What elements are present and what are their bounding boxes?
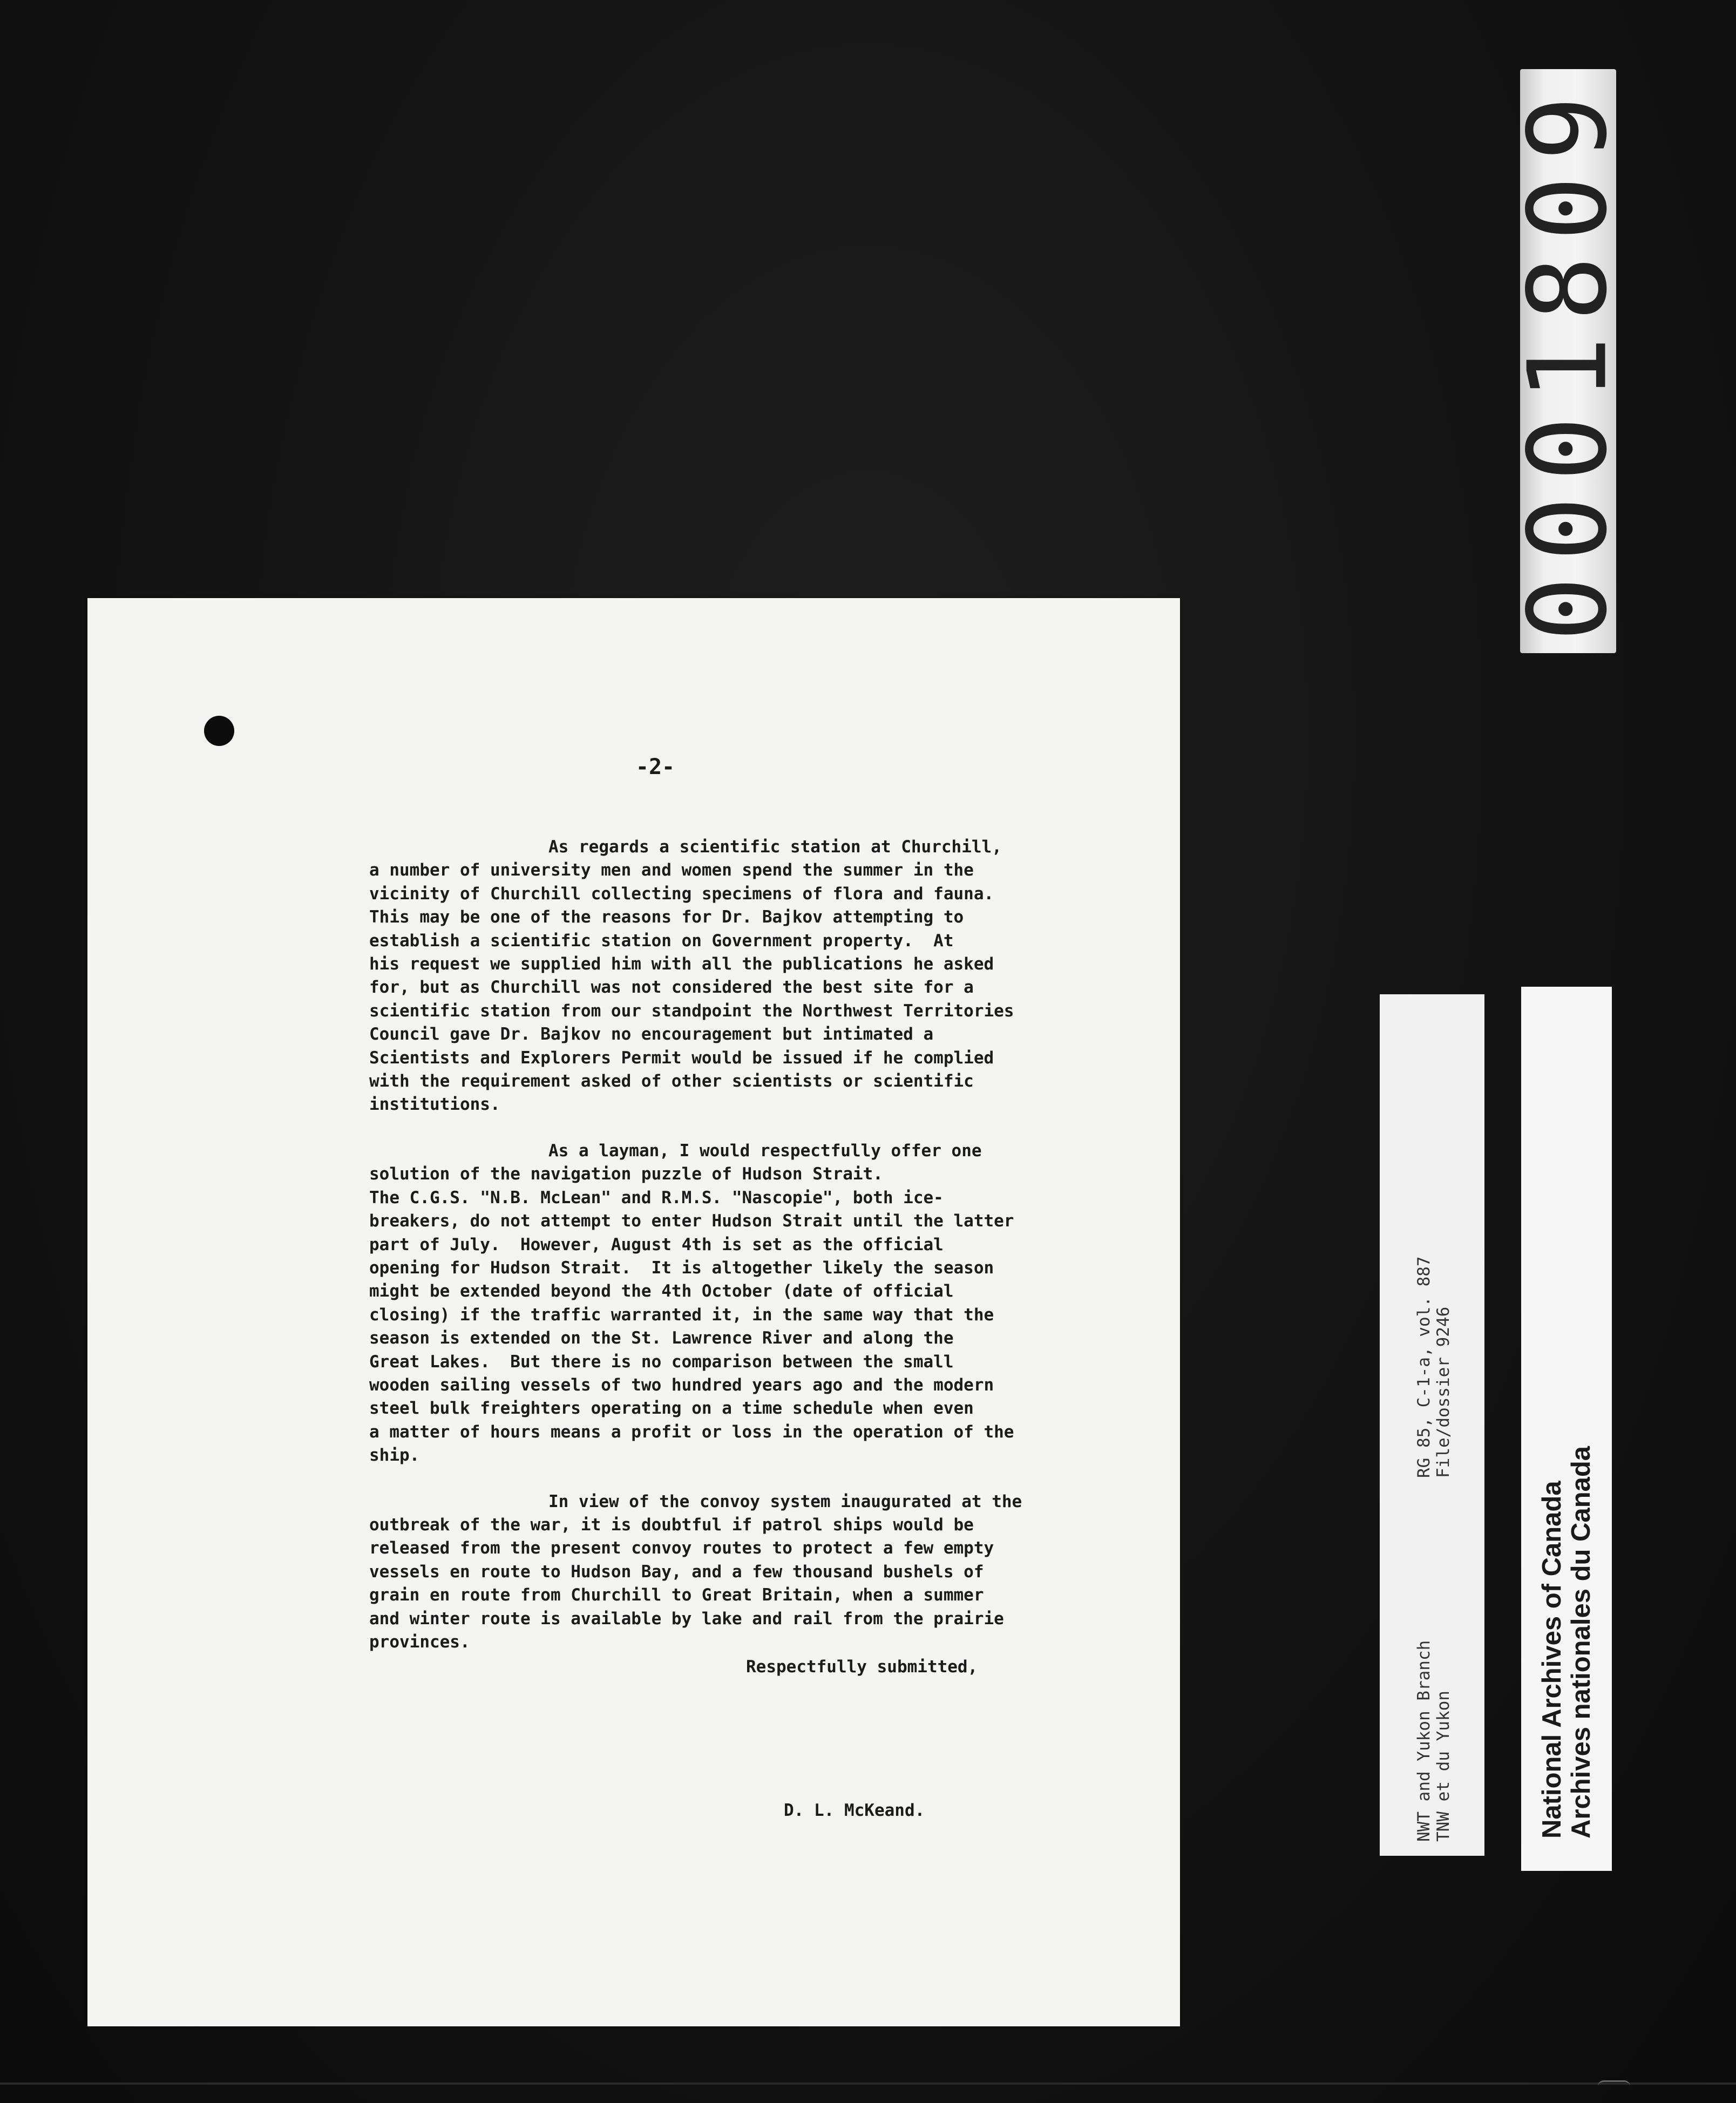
punch-hole (204, 716, 234, 746)
text-line: wooden sailing vessels of two hundred years ago and the modern (369, 1375, 994, 1395)
paragraph-3 (369, 1490, 1228, 1654)
text-line: a matter of hours means a profit or loss in the operation of the (369, 1422, 1014, 1442)
page-number: -2- (635, 755, 675, 779)
text-line: breakers, do not attempt to enter Hudson Strait until the latter (369, 1211, 1014, 1231)
paragraph-1 (369, 836, 1228, 1117)
text-line: As regards a scientific station at Churchill, (548, 837, 1002, 857)
text-line: his request we supplied him with all the publications he asked (369, 954, 994, 974)
film-edge-mark (1598, 2080, 1630, 2086)
text-line: released from the present convoy routes to protect a few empty (369, 1538, 994, 1558)
text-line: and winter route is available by lake and rail from the prairie (369, 1609, 1004, 1629)
text-line: closing) if the traffic warranted it, in the same way that the (369, 1305, 994, 1325)
text-line: for, but as Churchill was not considered the best site for a (369, 978, 974, 998)
text-line: provinces. (369, 1632, 470, 1652)
text-line: opening for Hudson Strait. It is altogether likely the season (369, 1258, 994, 1278)
text-line: Council gave Dr. Bajkov no encouragement but intimated a (369, 1025, 934, 1044)
archival-reference-label (1380, 994, 1484, 1856)
text-line: scientific station from our standpoint the Northwest Territories (369, 1001, 1014, 1021)
text-line: In view of the convoy system inaugurated at the (548, 1491, 1022, 1511)
signature-name: D. L. McKeand. (784, 1801, 925, 1820)
frame-number-strip (1505, 69, 1631, 653)
text-line: might be extended beyond the 4th October (date of official (369, 1281, 954, 1301)
text-line: The C.G.S. "N.B. McLean" and R.M.S. "Nascopie", both ice- (369, 1188, 944, 1207)
text-line: institutions. (369, 1095, 500, 1115)
text-line: As a layman, I would respectfully offer one (548, 1141, 982, 1161)
text-line: Great Lakes. But there is no comparison between the small (369, 1352, 954, 1372)
branch-line: NWT and Yukon Branch (1414, 1640, 1434, 1842)
file-reference (1414, 1256, 1453, 1478)
letter-body (369, 836, 1228, 1677)
branch-name (1414, 1640, 1453, 1842)
text-line: with the requirement asked of other scientists or scientific (369, 1071, 974, 1091)
text-line: steel bulk freighters operating on a time schedule when even (369, 1399, 974, 1419)
archives-line: Archives nationales du Canada (1567, 1446, 1596, 1839)
text-line: grain en route from Churchill to Great Britain, when a summer (369, 1585, 984, 1605)
document-page (87, 598, 1180, 2026)
text-line: a number of university men and women spend the summer in the (369, 860, 974, 880)
archival-reference-text (1380, 994, 1484, 1856)
text-line: part of July. However, August 4th is set as the official (369, 1234, 944, 1254)
national-archives-label (1521, 987, 1612, 1871)
film-edge-line (0, 2082, 1736, 2085)
paragraph-2 (369, 1139, 1228, 1468)
text-line: outbreak of the war, it is doubtful if patrol ships would be (369, 1515, 974, 1535)
frame-number: 0001809 (1505, 80, 1631, 642)
text-line: vicinity of Churchill collecting specimens of flora and fauna. (369, 884, 994, 904)
file-line: File/dossier 9246 (1434, 1306, 1453, 1478)
text-line: vessels en route to Hudson Bay, and a few thousand bushels of (369, 1562, 984, 1582)
archives-line: National Archives of Canada (1537, 1481, 1567, 1839)
text-line: ship. (369, 1446, 420, 1466)
national-archives-text (1521, 987, 1612, 1871)
text-line: Scientists and Explorers Permit would be issued if he complied (369, 1048, 994, 1068)
bleed-through-stamp (152, 976, 217, 1894)
branch-line: TNW et du Yukon (1434, 1691, 1453, 1842)
archives-name (1537, 1446, 1596, 1839)
closing-line: Respectfully submitted, (746, 1657, 978, 1677)
file-line: RG 85, C-1-a, vol. 887 (1414, 1256, 1434, 1478)
text-line: This may be one of the reasons for Dr. Bajkov attempting to (369, 907, 964, 927)
text-line: solution of the navigation puzzle of Hudson Strait. (369, 1164, 883, 1184)
text-line: establish a scientific station on Government property. At (369, 931, 954, 951)
text-line: season is extended on the St. Lawrence River and along the (369, 1328, 954, 1348)
